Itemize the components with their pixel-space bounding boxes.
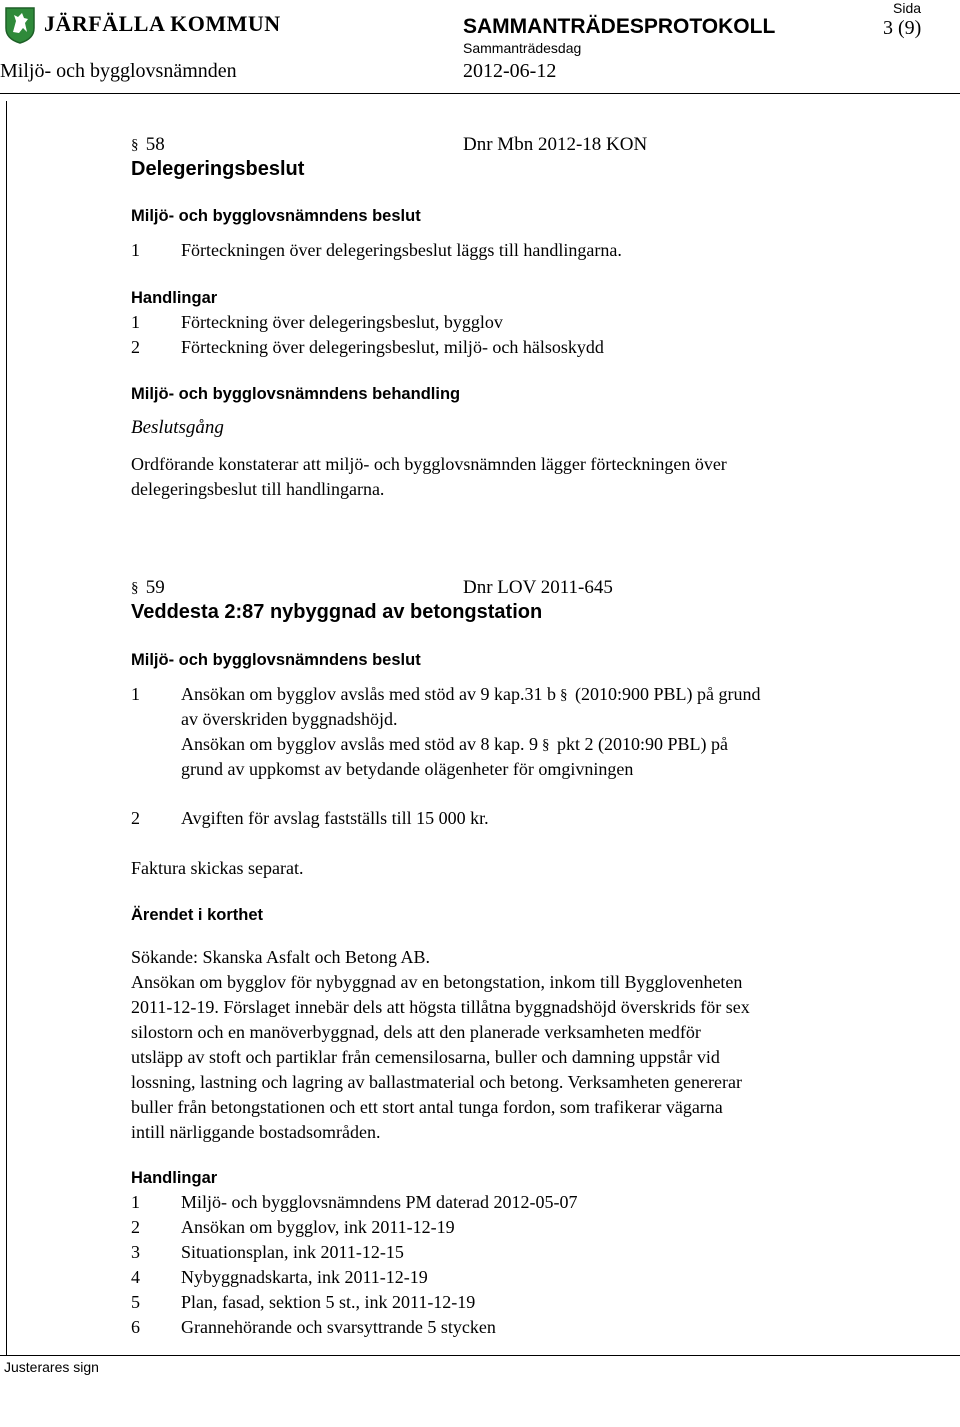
list-item-number: 2 — [131, 337, 140, 357]
section-59-decision-2-text: Avgiften för avslag fastställs till 15 000 kr. — [181, 808, 489, 828]
section-59-invoice-note: Faktura skickas separat. — [131, 858, 304, 878]
list-item: Situationsplan, ink 2011-12-15 — [181, 1242, 404, 1262]
list-item: Plan, fasad, sektion 5 st., ink 2011-12-19 — [181, 1292, 476, 1312]
page-label: Sida — [893, 0, 922, 16]
section-59-number: 59 — [145, 577, 165, 598]
section-59-decision-1-line-3 — [181, 734, 728, 755]
list-item-number: 1 — [131, 1192, 140, 1212]
section-58-treatment-text: Ordförande konstaterar att miljö- och bygglovsnämnden lägger förteckningen över — [131, 454, 727, 474]
section-58-decision-number: 1 — [131, 240, 140, 260]
summary-line: intill närliggande bostadsområden. — [131, 1122, 381, 1142]
committee-name: Miljö- och bygglovsnämnden — [0, 60, 237, 82]
section-58-decision-heading: Miljö- och bygglovsnämndens beslut — [131, 207, 421, 225]
paragraph-sign-icon — [131, 579, 141, 595]
summary-line: buller från betongstationen och ett stort antal tunga fordon, som trafikerar vägarna — [131, 1097, 723, 1117]
section-59-dnr: Dnr LOV 2011-645 — [463, 577, 613, 598]
summary-line: lossning, lastning och lagring av ballastmaterial och betong. Verksamheten genererar — [131, 1072, 742, 1092]
paragraph-sign-icon — [131, 136, 141, 152]
section-58-procedure-label: Beslutsgång — [131, 417, 224, 438]
section-59-decision-1-number: 1 — [131, 684, 140, 704]
list-item-number: 3 — [131, 1242, 140, 1262]
section-58-title: Delegeringsbeslut — [131, 158, 305, 180]
decision-text: pkt 2 (2010:90 PBL) på — [556, 734, 728, 754]
section-59-documents-heading: Handlingar — [131, 1169, 218, 1187]
section-58-decision-text: Förteckningen över delegeringsbeslut läggs till handlingarna. — [181, 240, 622, 260]
list-item: Förteckning över delegeringsbeslut, bygglov — [181, 312, 503, 332]
section-58-number: 58 — [145, 134, 165, 155]
document-title: SAMMANTRÄDESPROTOKOLL — [463, 15, 776, 38]
summary-line: silostorn och en manöverbyggnad, dels att den planerade verksamheten medför — [131, 1022, 701, 1042]
section-59-title: Veddesta 2:87 nybyggnad av betongstation — [131, 601, 543, 623]
section-59-decision-2-number: 2 — [131, 808, 140, 828]
list-item: Miljö- och bygglovsnämndens PM daterad 2012-05-07 — [181, 1192, 578, 1212]
svg-text:§: § — [131, 137, 139, 152]
summary-line: Ansökan om bygglov för nybyggnad av en betongstation, inkom till Bygglovenheten — [131, 972, 743, 992]
signature-label: Justerares sign — [4, 1359, 99, 1375]
section-59-summary-heading: Ärendet i korthet — [131, 906, 264, 924]
list-item: Förteckning över delegeringsbeslut, miljö- och hälsoskydd — [181, 337, 604, 357]
section-59-decision-1-line-2: av överskriden byggnadshöjd. — [181, 709, 398, 729]
decision-text: Ansökan om bygglov avslås med stöd av 9 kap.31 b — [181, 684, 556, 704]
svg-text:§: § — [542, 737, 550, 752]
section-58-treatment-text-2: delegeringsbeslut till handlingarna. — [131, 479, 385, 499]
list-item-number: 4 — [131, 1267, 140, 1287]
section-59-decision-1-line-4: grund av uppkomst av betydande olägenheter för omgivningen — [181, 759, 634, 779]
paragraph-sign-icon — [542, 736, 552, 752]
header-divider — [0, 93, 960, 94]
svg-text:§: § — [131, 580, 139, 595]
section-59-number-line — [131, 577, 165, 599]
section-58-dnr: Dnr Mbn 2012-18 KON — [463, 134, 648, 155]
list-item: Nybyggnadskarta, ink 2011-12-19 — [181, 1267, 428, 1287]
paragraph-sign-icon — [560, 686, 570, 702]
list-item-number: 6 — [131, 1317, 140, 1337]
kommun-name: JÄRFÄLLA KOMMUN — [44, 11, 281, 36]
section-59-decision-1-line-1 — [181, 684, 760, 705]
section-59-decision-heading: Miljö- och bygglovsnämndens beslut — [131, 651, 421, 669]
kommun-logo-icon — [4, 6, 36, 44]
meeting-day-label: Sammanträdesdag — [463, 40, 582, 56]
footer-divider — [0, 1355, 960, 1356]
list-item: Ansökan om bygglov, ink 2011-12-19 — [181, 1217, 455, 1237]
summary-line: 2011-12-19. Förslaget innebär dels att högsta tillåtna byggnadshöjd överskrids för sex — [131, 997, 750, 1017]
margin-line — [6, 101, 7, 1355]
page-number: 3 (9) — [883, 17, 922, 39]
summary-line: Sökande: Skanska Asfalt och Betong AB. — [131, 947, 430, 967]
list-item-number: 2 — [131, 1217, 140, 1237]
section-58-number-line — [131, 134, 165, 156]
decision-text: Ansökan om bygglov avslås med stöd av 8 kap. 9 — [181, 734, 538, 754]
list-item-number: 5 — [131, 1292, 140, 1312]
meeting-date: 2012-06-12 — [463, 60, 557, 82]
svg-text:§: § — [560, 687, 568, 702]
section-58-treatment-heading: Miljö- och bygglovsnämndens behandling — [131, 385, 461, 403]
section-58-documents-heading: Handlingar — [131, 289, 218, 307]
summary-line: utsläpp av stoft och partiklar från cemensilosarna, buller och damning uppstår vid — [131, 1047, 720, 1067]
decision-text: (2010:900 PBL) på grund — [574, 684, 761, 704]
list-item: Grannehörande och svarsyttrande 5 stycken — [181, 1317, 496, 1337]
list-item-number: 1 — [131, 312, 140, 332]
